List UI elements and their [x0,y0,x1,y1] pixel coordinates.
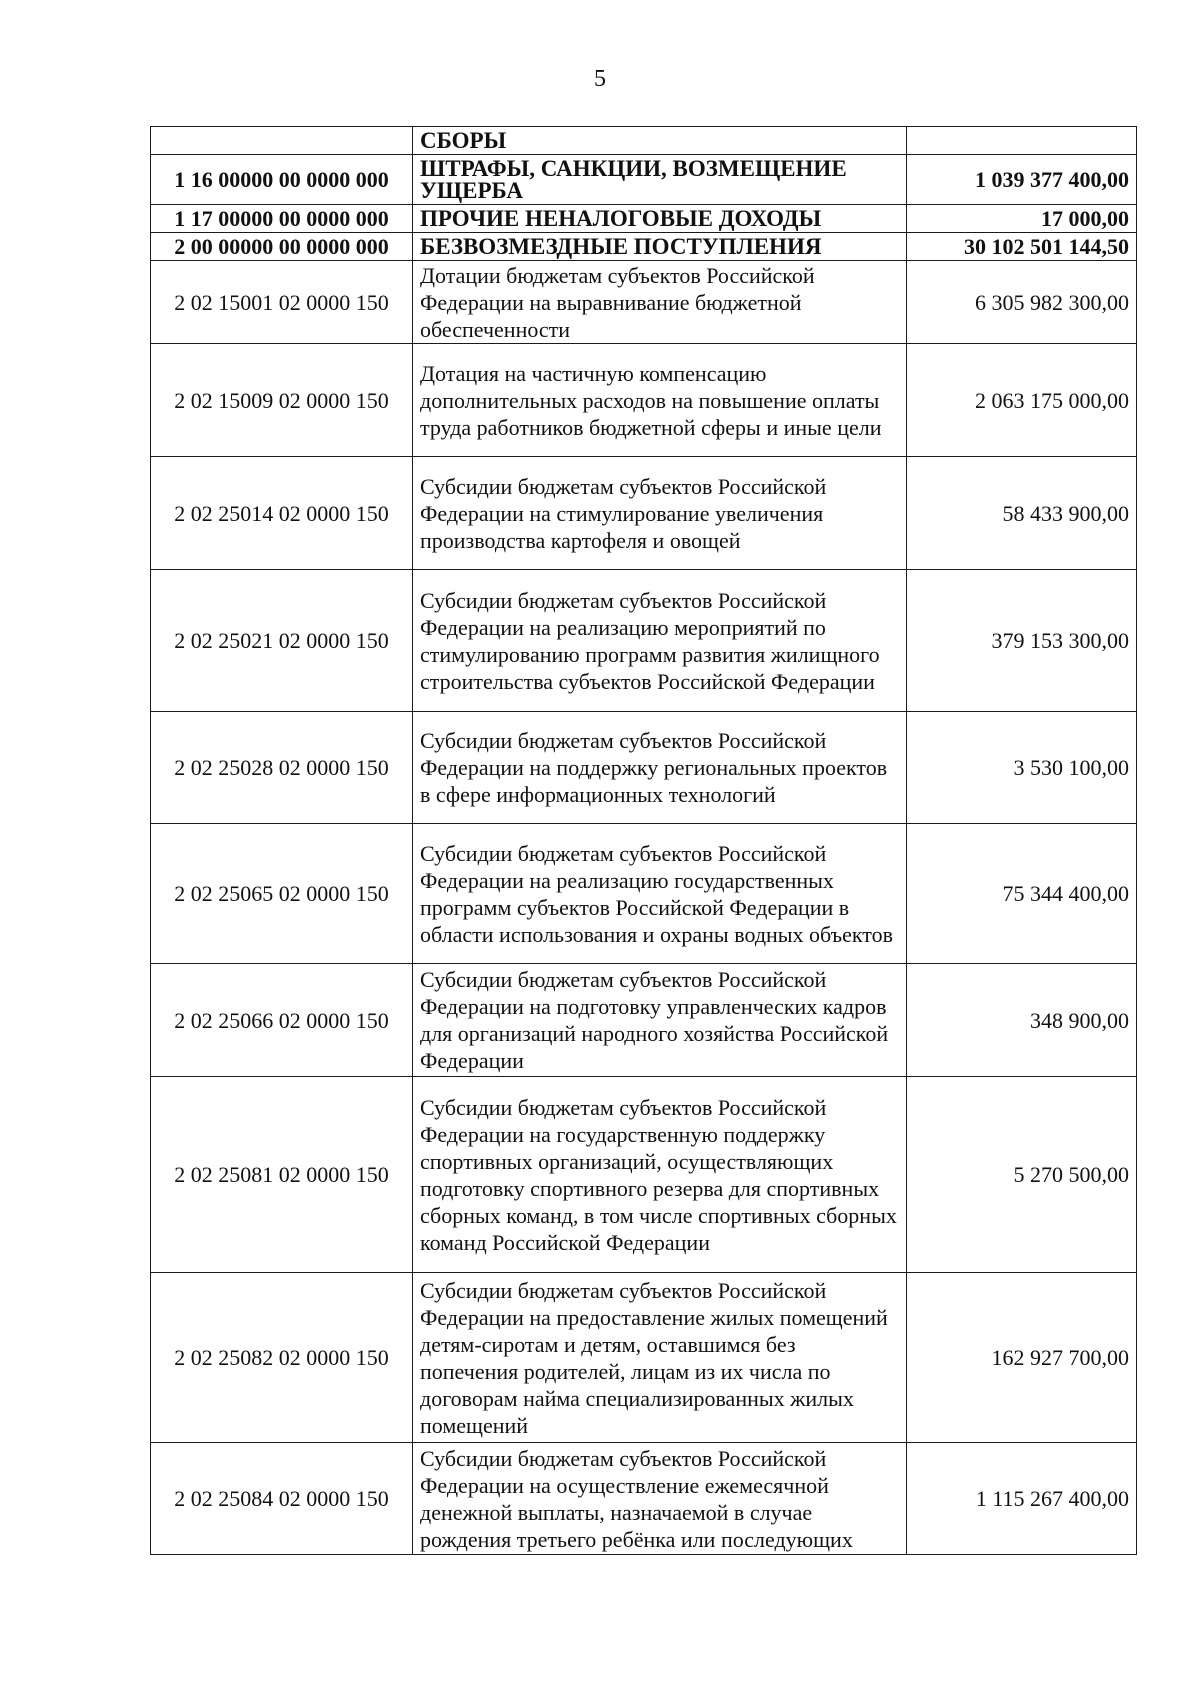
income-code: 2 02 25065 02 0000 150 [151,824,413,964]
income-amount: 348 900,00 [907,964,1137,1077]
table-row [151,457,1137,570]
income-amount: 30 102 501 144,50 [907,233,1137,261]
table-row [151,344,1137,457]
income-code: 2 02 25066 02 0000 150 [151,964,413,1077]
table-row [151,127,1137,155]
income-amount: 2 063 175 000,00 [907,344,1137,457]
income-code: 2 02 25084 02 0000 150 [151,1443,413,1555]
table-row [151,1443,1137,1555]
income-code: 2 02 25081 02 0000 150 [151,1077,413,1273]
income-name: Субсидии бюджетам субъектов Российской Федерации на осуществление ежемесячной денежной выплаты, назначаемой в случае рождения третьего ребёнка или последующих [413,1443,907,1555]
income-code: 2 02 15001 02 0000 150 [151,261,413,344]
income-amount: 379 153 300,00 [907,570,1137,712]
budget-revenue-table [150,126,1137,1555]
income-amount: 5 270 500,00 [907,1077,1137,1273]
income-name: Субсидии бюджетам субъектов Российской Федерации на предоставление жилых помещений детям-сиротам и детям, оставшимся без попечения родителей, лицам из их числа по договорам найма специализированных жилых помещений [413,1273,907,1443]
income-code: 2 00 00000 00 0000 000 [151,233,413,261]
income-name: Субсидии бюджетам субъектов Российской Федерации на реализацию государственных программ субъектов Российской Федерации в области использования и охраны водных объектов [413,824,907,964]
page-number: 5 [594,66,606,92]
income-name: Субсидии бюджетам субъектов Российской Федерации на стимулирование увеличения производства картофеля и овощей [413,457,907,570]
income-name: ПРОЧИЕ НЕНАЛОГОВЫЕ ДОХОДЫ [413,205,907,233]
table-row [151,964,1137,1077]
income-amount: 3 530 100,00 [907,712,1137,824]
income-name: СБОРЫ [413,127,907,155]
income-amount [907,127,1137,155]
income-code: 2 02 25082 02 0000 150 [151,1273,413,1443]
table-row [151,824,1137,964]
income-amount: 1 039 377 400,00 [907,155,1137,205]
income-amount: 6 305 982 300,00 [907,261,1137,344]
table-row [151,261,1137,344]
income-amount: 17 000,00 [907,205,1137,233]
income-name: Дотация на частичную компенсацию дополнительных расходов на повышение оплаты труда работников бюджетной сферы и иные цели [413,344,907,457]
income-code: 1 17 00000 00 0000 000 [151,205,413,233]
income-code: 2 02 25014 02 0000 150 [151,457,413,570]
income-code: 2 02 25021 02 0000 150 [151,570,413,712]
income-name: ШТРАФЫ, САНКЦИИ, ВОЗМЕЩЕНИЕ УЩЕРБА [413,155,907,205]
income-amount: 162 927 700,00 [907,1273,1137,1443]
income-name: Субсидии бюджетам субъектов Российской Федерации на подготовку управленческих кадров для организаций народного хозяйства Российской Федерации [413,964,907,1077]
income-code: 2 02 15009 02 0000 150 [151,344,413,457]
income-name: БЕЗВОЗМЕЗДНЫЕ ПОСТУПЛЕНИЯ [413,233,907,261]
income-amount: 1 115 267 400,00 [907,1443,1137,1555]
income-code: 1 16 00000 00 0000 000 [151,155,413,205]
table-row [151,205,1137,233]
table-row [151,570,1137,712]
table-row [151,155,1137,205]
income-amount: 75 344 400,00 [907,824,1137,964]
income-name: Дотации бюджетам субъектов Российской Федерации на выравнивание бюджетной обеспеченности [413,261,907,344]
income-name: Субсидии бюджетам субъектов Российской Федерации на реализацию мероприятий по стимулированию программ развития жилищного строительства субъектов Российской Федерации [413,570,907,712]
table-row [151,233,1137,261]
income-name: Субсидии бюджетам субъектов Российской Федерации на поддержку региональных проектов в сфере информационных технологий [413,712,907,824]
table-row [151,1077,1137,1273]
income-code [151,127,413,155]
income-amount: 58 433 900,00 [907,457,1137,570]
table-row [151,1273,1137,1443]
income-code: 2 02 25028 02 0000 150 [151,712,413,824]
table-row [151,712,1137,824]
income-name: Субсидии бюджетам субъектов Российской Федерации на государственную поддержку спортивных организаций, осуществляющих подготовку спортивного резерва для спортивных сборных команд, в том числе спортивных сборных команд Российской Федерации [413,1077,907,1273]
